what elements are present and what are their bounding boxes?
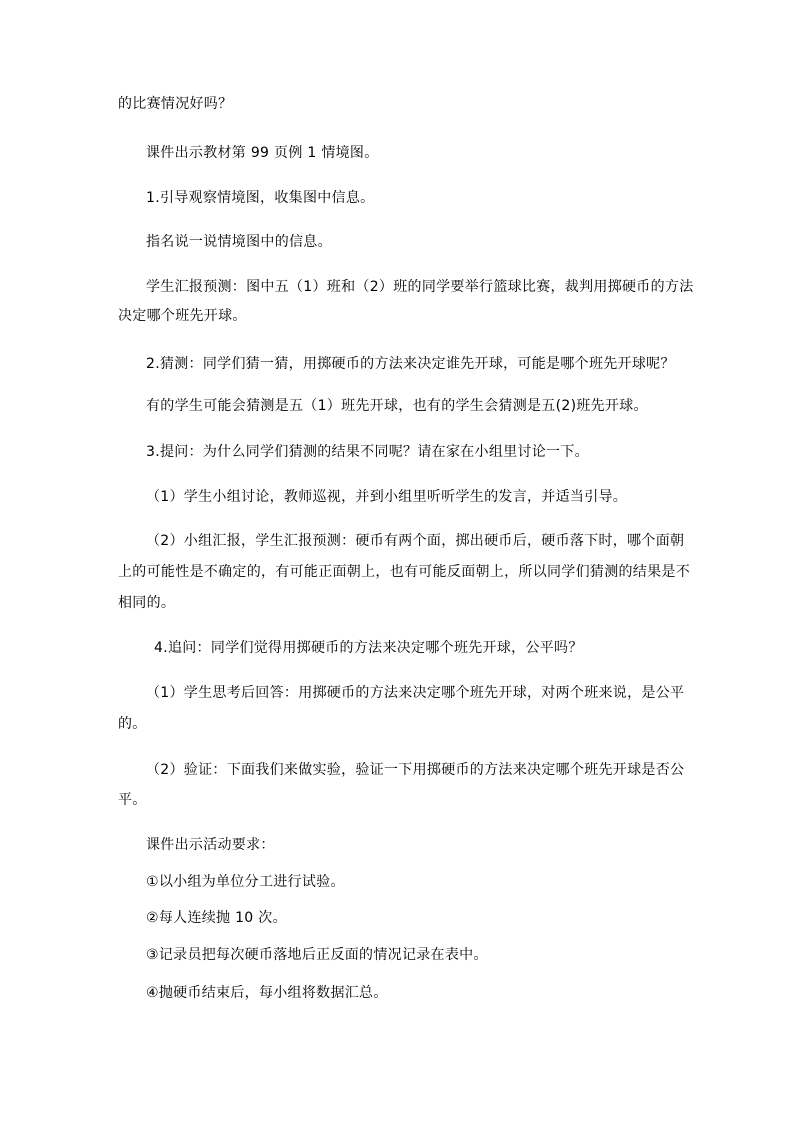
text-line-21: ②每人连续抛 10 次。 bbox=[146, 910, 287, 926]
text-line-10: （1）学生小组讨论，教师巡视，并到小组里听听学生的发言，并适当引导。 bbox=[146, 489, 628, 505]
text-line-16: 的。 bbox=[118, 716, 147, 732]
text-line-19: 课件出示活动要求： bbox=[146, 837, 275, 853]
text-line-14: 4.追问：同学们觉得用掷硬币的方法来决定哪个班先开球，公平吗？ bbox=[154, 640, 583, 656]
text-line-15: （1）学生思考后回答：用掷硬币的方法来决定哪个班先开球，对两个班来说，是公平 bbox=[146, 685, 685, 701]
text-line-20: ①以小组为单位分工进行试验。 bbox=[146, 874, 345, 890]
text-line-17: （2）验证：下面我们来做实验，验证一下用掷硬币的方法来决定哪个班先开球是否公 bbox=[146, 762, 685, 778]
text-line-6: 决定哪个班先开球。 bbox=[118, 308, 247, 324]
text-line-18: 平。 bbox=[118, 792, 147, 808]
text-line-8: 有的学生可能会猜测是五（1）班先开球，也有的学生会猜测是五(2)班先开球。 bbox=[146, 398, 648, 414]
text-line-1: 的比赛情况好吗？ bbox=[118, 96, 233, 112]
text-line-11: （2）小组汇报，学生汇报预测：硬币有两个面，掷出硬币后，硬币落下时，哪个面朝 bbox=[146, 533, 685, 549]
text-line-3: 1.引导观察情境图，收集图中信息。 bbox=[146, 190, 375, 206]
text-line-7: 2.猜测：同学们猜一猜，用掷硬币的方法来决定谁先开球，可能是哪个班先开球呢？ bbox=[146, 356, 675, 372]
text-line-5: 学生汇报预测：图中五（1）班和（2）班的同学要举行篮球比赛，裁判用掷硬币的方法 bbox=[146, 279, 694, 295]
text-line-2: 课件出示教材第 99 页例 1 情境图。 bbox=[146, 145, 379, 161]
text-line-23: ④抛硬币结束后，每小组将数据汇总。 bbox=[146, 985, 388, 1001]
text-line-12: 上的可能性是不确定的，有可能正面朝上，也有可能反面朝上，所以同学们猜测的结果是不 bbox=[118, 564, 690, 580]
text-line-4: 指名说一说情境图中的信息。 bbox=[146, 234, 332, 250]
text-line-13: 相同的。 bbox=[118, 595, 176, 611]
text-line-9: 3.提问：为什么同学们猜测的结果不同呢？请在家在小组里讨论一下。 bbox=[146, 444, 589, 460]
text-line-22: ③记录员把每次硬币落地后正反面的情况记录在表中。 bbox=[146, 947, 488, 963]
